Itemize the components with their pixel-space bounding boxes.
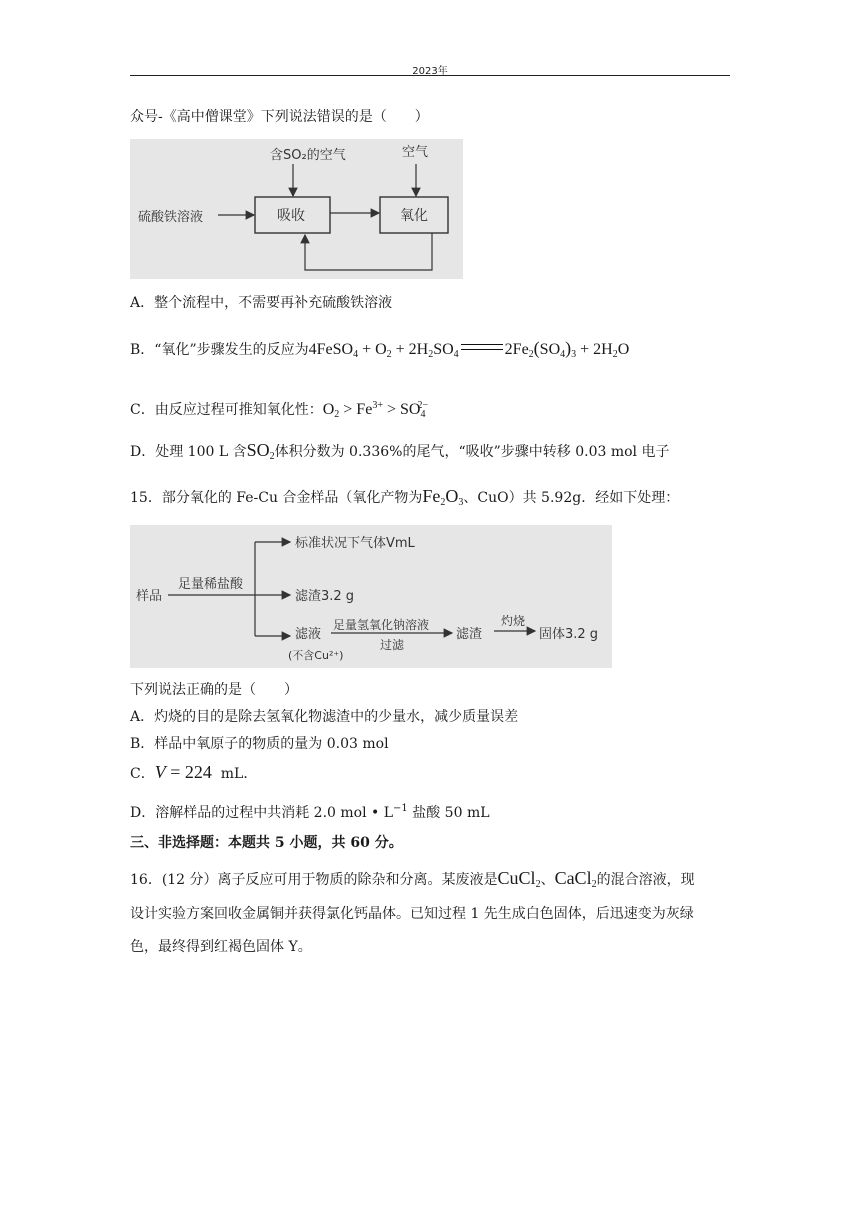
q14-option-a: A．整个流程中，不需要再补充硫酸铁溶液 xyxy=(130,295,393,311)
q15-reagent-hcl: 足量稀盐酸 xyxy=(178,577,244,592)
q15-filtrate: 滤液 xyxy=(295,627,322,642)
q15-option-b: B．样品中氧原子的物质的量为 0.03 mol xyxy=(130,736,389,752)
q14-input-so2-air: 含SO₂的空气 xyxy=(270,148,346,163)
q15-stem: 15．部分氧化的 Fe-Cu 合金样品（氧化产物为$Fe_2O_3$、CuO）共 5.92g．经如下处理： xyxy=(130,486,680,508)
q15-option-a: A．灼烧的目的是除去氢氧化物滤渣中的少量水，减少质量误差 xyxy=(130,709,519,725)
q14-option-d: D．处理 100 L 含$SO_2$体积分数为 0.336%的尾气，“吸收”步骤中转移 0.03 mol 电子 xyxy=(130,440,670,462)
q16-line-3: 色，最终得到红褐色固体 Y。 xyxy=(130,939,312,955)
q14-box-absorb-label: 吸收 xyxy=(277,208,305,224)
q14-option-b: B．“氧化”步骤发生的反应为4FeSO$_4$ + $O_2 + 2H_2SO_4$ $2Fe_2(SO_4)_3 + 2H_2O$ xyxy=(130,338,630,360)
q16-line-2: 设计实验方案回收金属铜并获得氯化钙晶体。已知过程 1 先生成白色固体，后迅速变为灰绿 xyxy=(130,906,694,922)
header-rule xyxy=(130,75,730,76)
q15-solid: 固体3.2 g xyxy=(539,627,599,642)
q15-op-ignite: 灼烧 xyxy=(501,614,526,628)
q15-reagent-naoh: 足量氢氧化钠溶液 xyxy=(333,618,430,632)
q15-prompt: 下列说法正确的是（ ） xyxy=(130,682,298,698)
q14-stem: 众号-《高中僧课堂》下列说法错误的是（ ） xyxy=(130,109,429,125)
q14-input-air: 空气 xyxy=(402,145,429,160)
q14-input-fe2so43: 硫酸铁溶液 xyxy=(138,210,204,225)
q15-option-d: D．溶解样品的过程中共消耗 2.0 mol • $L^{-1}$ 盐酸 50 mL xyxy=(130,803,490,821)
section-3-title: 三、非选择题：本题共 5 小题，共 60 分。 xyxy=(130,835,403,851)
q15-op-filter: 过滤 xyxy=(380,638,405,652)
q15-sample: 样品 xyxy=(136,589,163,604)
q15-flow-diagram xyxy=(130,525,612,668)
q16-line-1: 16．(12 分）离子反应可用于物质的除杂和分离。某废液是CuCl$_2$、CaCl$_2$的混合溶液，现 xyxy=(130,868,695,890)
q15-gas: 标准状况下气体VmL xyxy=(295,536,415,551)
q15-filtrate-note: (不含Cu²⁺) xyxy=(288,649,344,662)
q15-option-c: C．V = 224 mL． xyxy=(130,762,258,782)
q14-option-c: C．由反应过程可推知氧化性：$O_2 > Fe^{3+} > SO_4^{2-}$ xyxy=(130,400,429,420)
q14-flow-diagram xyxy=(130,139,463,279)
q15-residue-1: 滤渣3.2 g xyxy=(295,589,355,604)
q14-box-oxidize-label: 氧化 xyxy=(400,208,428,224)
page-header-year: 2023年 xyxy=(412,66,448,77)
q15-residue-2: 滤渣 xyxy=(456,627,483,642)
